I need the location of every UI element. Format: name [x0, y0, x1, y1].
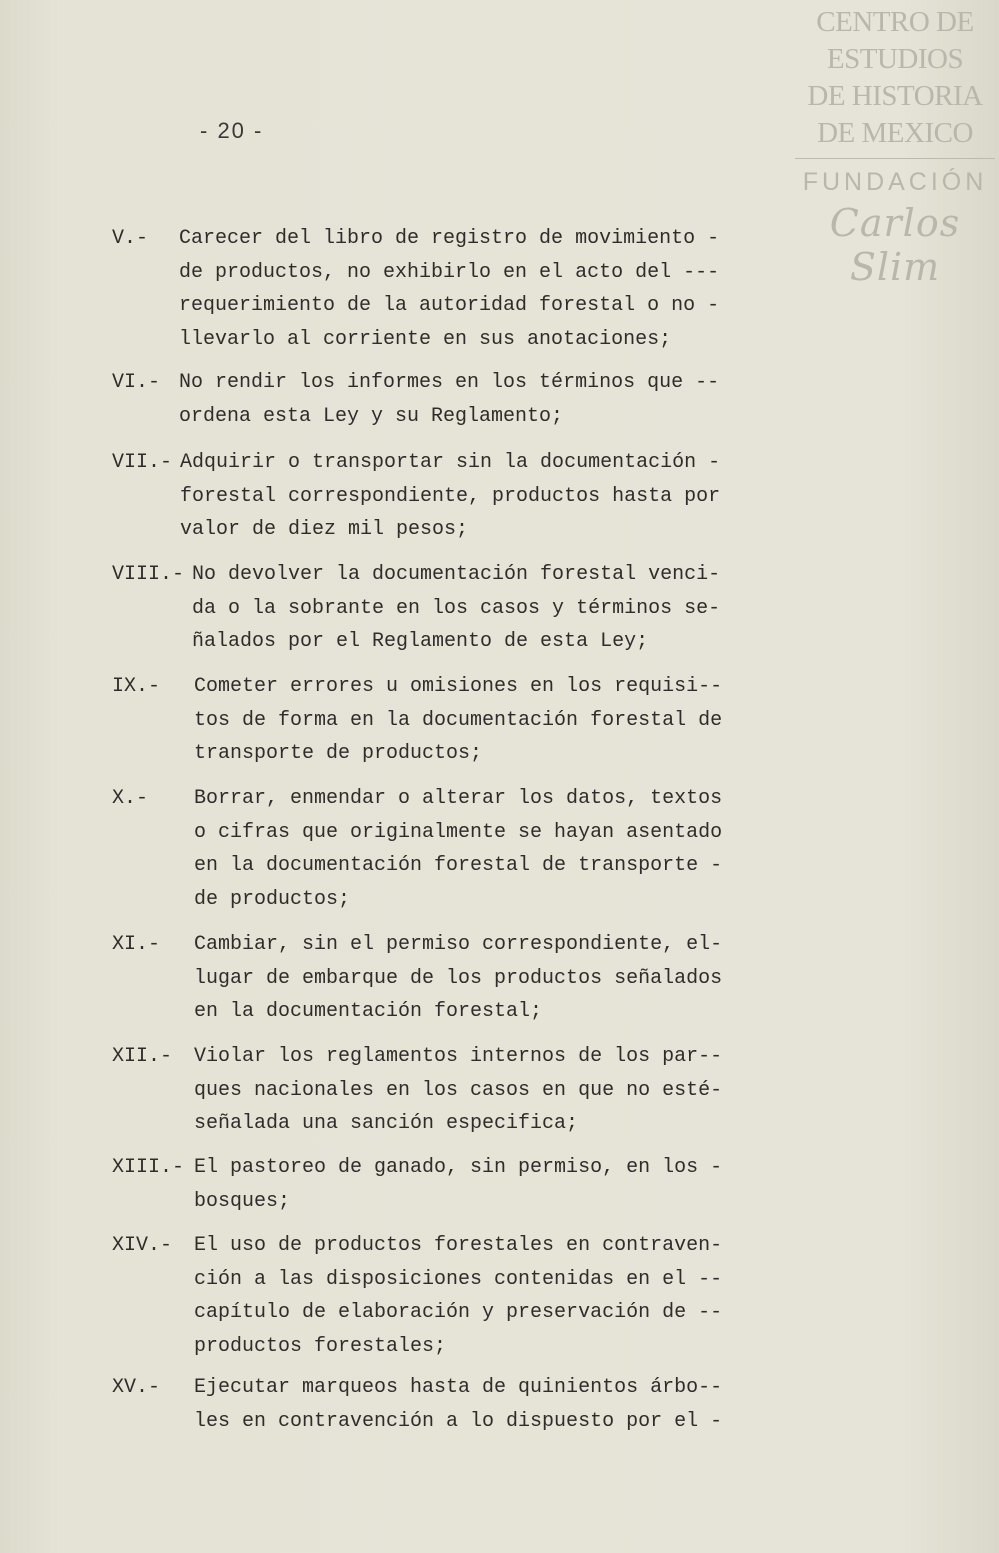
item-line: bosques; [194, 1189, 291, 1213]
item-label: VI.- [112, 371, 161, 394]
item-line: tos de forma en la documentación forestal de [194, 708, 723, 732]
item-line: No rendir los informes en los términos que -- [179, 371, 720, 394]
item-line: Borrar, enmendar o alterar los datos, textos [194, 787, 723, 810]
item-line: en la documentación forestal; [194, 1000, 543, 1023]
item-label: XV.- [112, 1376, 161, 1399]
item-line: No devolver la documentación forestal venci- [192, 563, 721, 586]
watermark-divider [795, 158, 995, 159]
item-line: capítulo de elaboración y preservación de -- [194, 1301, 723, 1324]
watermark-line: ESTUDIOS [826, 43, 964, 75]
item-line: les en contravención a lo dispuesto por el - [194, 1409, 723, 1433]
item-line: El pastoreo de ganado, sin permiso, en los - [194, 1156, 723, 1179]
item-line: ordena esta Ley y su Reglamento; [179, 404, 564, 428]
item-label: VIII.- [112, 563, 185, 586]
watermark-signature: Carlos Slim [829, 201, 961, 289]
item-line: señalada una sanción especifica; [194, 1112, 579, 1135]
item-label: V.- [112, 227, 149, 250]
item-line: Ejecutar marqueos hasta de quinientos árbo-- [194, 1376, 723, 1399]
item-label: XII.- [112, 1045, 173, 1068]
item-line: Adquirir o transportar sin la documentación - [180, 451, 721, 474]
item-label: XIV.- [112, 1234, 173, 1257]
item-label: XIII.- [112, 1156, 185, 1179]
list-item [112, 1371, 723, 1539]
item-label: XI.- [112, 933, 161, 956]
item-line: requerimiento de la autoridad forestal o no - [179, 294, 720, 317]
item-label: VII.- [112, 451, 173, 474]
page-number: - 20 - [200, 118, 264, 143]
item-line: valor de diez mil pesos; [180, 518, 469, 541]
item-line: o cifras que originalmente se hayan asentado [194, 820, 723, 844]
item-line: ción a las disposiciones contenidas en el -- [194, 1267, 723, 1291]
watermark-foundation: FUNDACIÓN [802, 168, 988, 196]
item-line: llevarlo al corriente en sus anotaciones; [179, 327, 672, 351]
item-line: ques nacionales en los casos en que no esté- [194, 1078, 723, 1102]
item-line: Cambiar, sin el permiso correspondiente, el- [194, 933, 723, 956]
item-label: X.- [112, 787, 149, 810]
item-line: de productos; [194, 887, 351, 911]
item-line: transporte de productos; [194, 742, 483, 765]
item-line: ñalados por el Reglamento de esta Ley; [192, 630, 649, 653]
item-line: en la documentación forestal de transporte - [194, 854, 723, 877]
item-line: Cometer errores u omisiones en los requisi-- [194, 675, 723, 698]
item-line: Carecer del libro de registro de movimiento - [179, 227, 720, 250]
item-line: El uso de productos forestales en contraven- [194, 1234, 723, 1257]
watermark-line: CENTRO DE [816, 6, 974, 38]
item-line: de productos, no exhibirlo en el acto del --- [179, 260, 720, 284]
item-line: productos forestales; [194, 1334, 447, 1358]
watermark-line: DE MEXICO [817, 117, 973, 149]
item-line: Violar los reglamentos internos de los par-- [194, 1045, 723, 1068]
item-line: forestal correspondiente, productos hasta por [180, 484, 721, 508]
item-label: IX.- [112, 675, 161, 698]
archive-watermark [795, 4, 995, 289]
item-line: da o la sobrante en los casos y términos se- [192, 596, 721, 620]
item-line: lugar de embarque de los productos señalados [194, 966, 723, 990]
watermark-line: DE HISTORIA [807, 80, 983, 112]
